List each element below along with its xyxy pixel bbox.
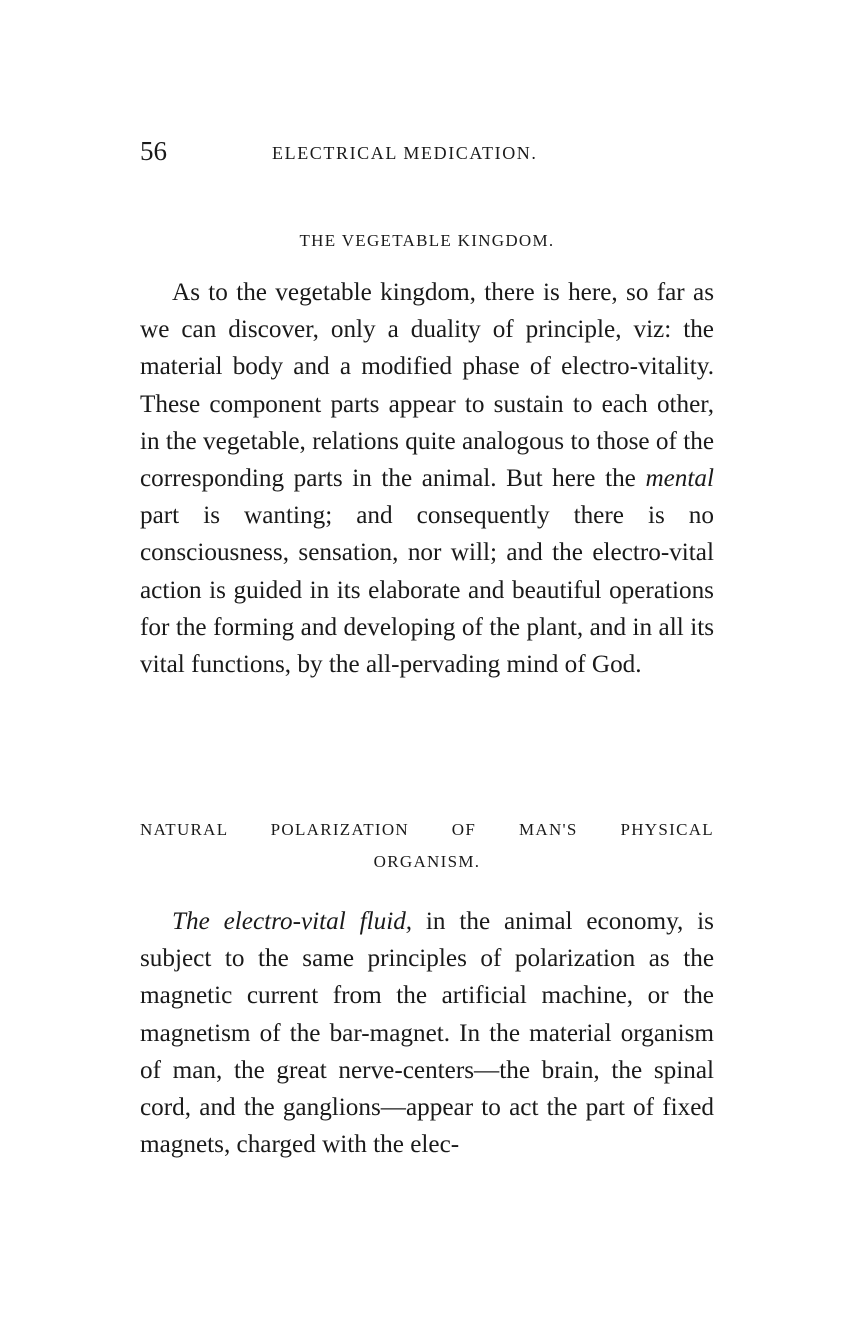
section-heading-vegetable-kingdom: THE VEGETABLE KINGDOM. [299,231,555,250]
page-number: 56 [140,136,167,166]
heading-line-1: NATURAL POLARIZATION OF MAN'S PHYSICAL [140,820,714,839]
paragraph-vegetable-kingdom [140,274,714,683]
emphasis-electro-vital-fluid: The electro-vital fluid, [172,908,413,935]
paragraph-text-start: As to the vegetable kingdom, there is here, so far as we can discover, only a duality of principle, viz: the material body and a modified phase of electro-vitality. These component parts appear to sustain to each other, in the vegetable, relations quite analogous to those of the corresponding parts in the animal. But here the [140,279,714,493]
book-page [140,0,714,1336]
running-title: ELECTRICAL MEDICATION. [272,143,538,163]
paragraph-text: in the animal economy, is subject to the same principles of polarization as the magnetic current from the artificial machine, or the magnetism of the bar-magnet. In the material organism of man, the great nerve-centers—the brain, the spinal cord, and the ganglions—appear to act the part of fixed magnets, charged with the elec- [140,908,714,1159]
emphasis-mental: mental [645,465,714,493]
running-head [140,134,714,168]
heading-line-2: ORGANISM. [373,852,481,871]
paragraph-natural-polarization [140,903,714,1163]
paragraph-text-end: part is wanting; and consequently there is no consciousness, sensation, nor will; and the electro-vital action is guided in its elaborate and beautiful operations for the forming and developing of the plant, and in all its vital functions, by the all-pervading mind of God. [140,502,714,679]
section-heading-natural-polarization [140,814,714,878]
